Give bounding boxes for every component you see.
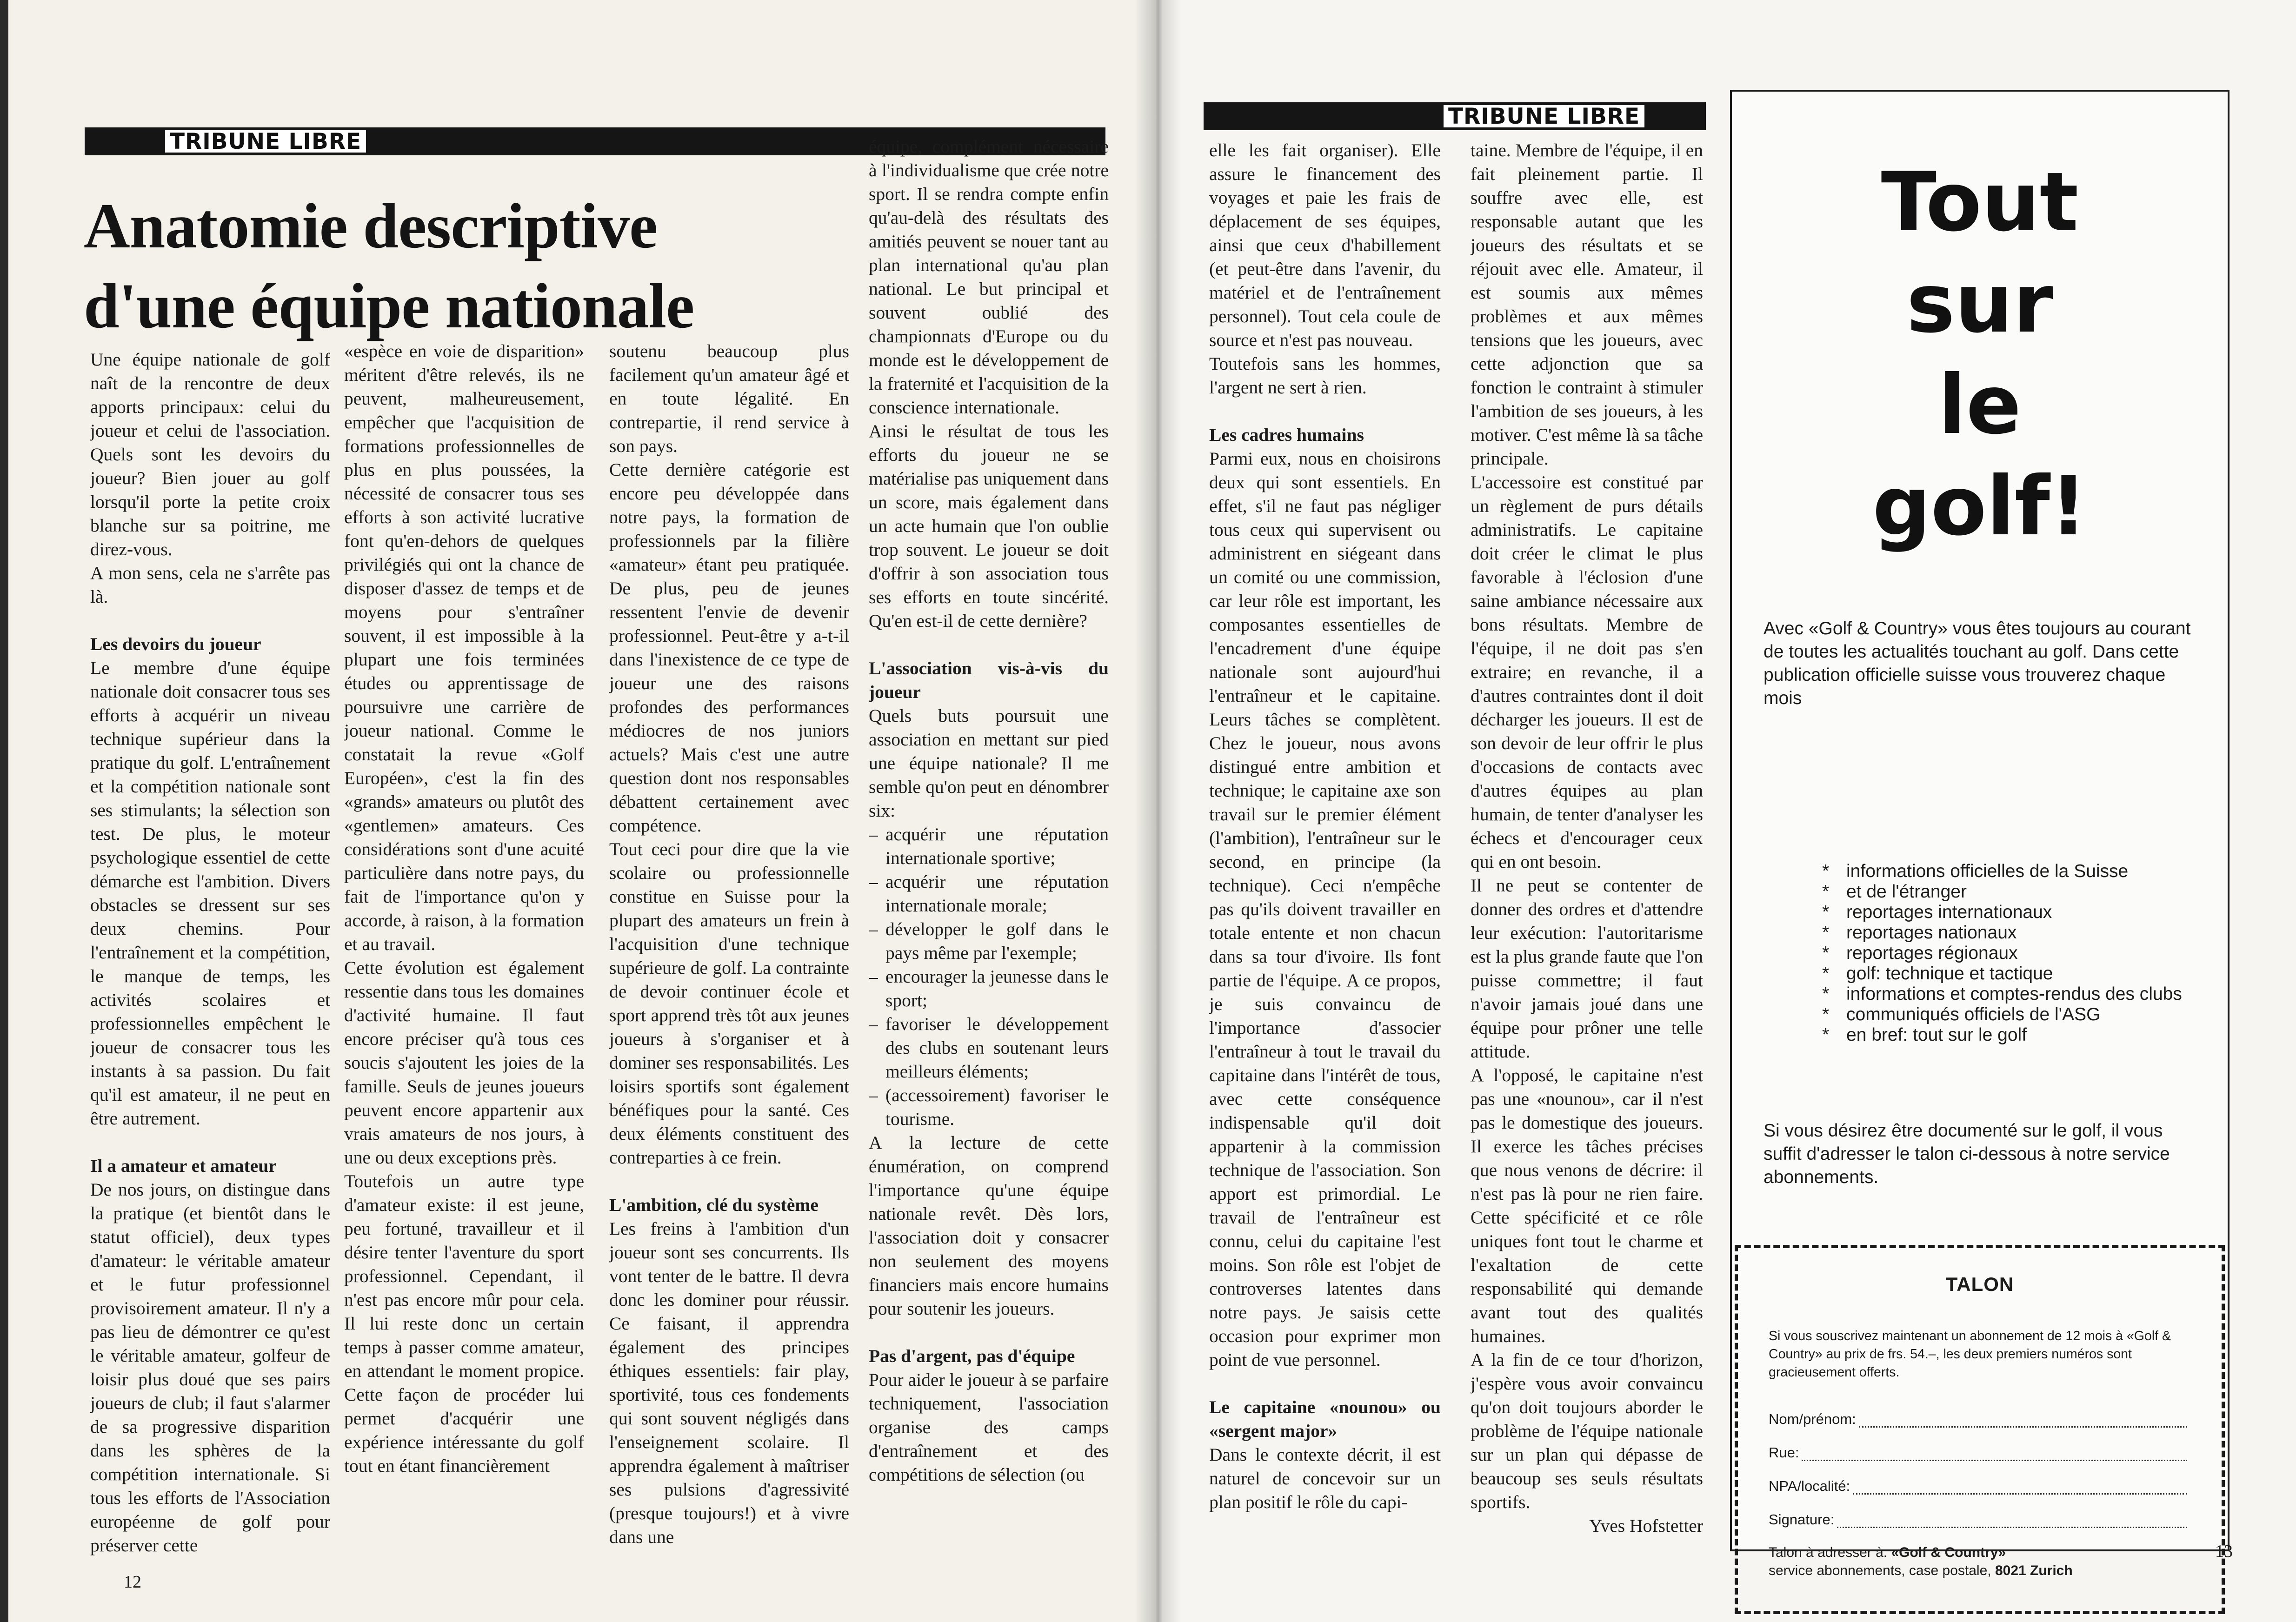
section-subheading: Pas d'argent, pas d'équipe [869, 1346, 1075, 1366]
ad-list-item-text: communiqués officiels de l'ASG [1846, 1004, 2101, 1024]
paragraph: soutenu beaucoup plus facilement qu'un amateur âgé et en toute légalité. En contrepartie, il rend service à son pays. [609, 341, 849, 456]
ad-feature-list [1822, 861, 2194, 1045]
author-signature: Yves Hofstetter [1589, 1516, 1703, 1536]
objectives-list [869, 823, 1109, 1131]
section-banner [1204, 102, 1706, 130]
ad-list-item [1822, 1025, 2194, 1045]
headline-line-1: Anatomie descriptive [84, 190, 658, 261]
ad-closing-text: Si vous désirez être documenté sur le golf, il vous suffit d'adresser le talon ci-dessous à notre service abonnements. [1764, 1121, 2170, 1187]
ad-headline-line: sur [1906, 257, 2053, 351]
coupon-title: TALON [1945, 1273, 2014, 1295]
paragraph: taine. Membre de l'équipe, il en fait pleinement partie. Il souffre avec elle, est responsable autant que les joueurs des résultats et se réjouit avec elle. Amateur, il est soumis aux mêmes problèmes et aux mêmes tensions que les joueurs, avec cette adjonction que sa fonction le contraint à stimuler l'ambition de ses joueurs, à les motiver. C'est même là sa tâche principale. [1471, 140, 1703, 469]
paragraph: A l'opposé, le capitaine n'est pas une «nounou», car il n'est pas le domestique des joueurs. Il exerce les tâches précises que nous venons de décrire: il n'est pas là pour ne rien faire. Cette spécificité et ce rôle uniques font tout le charme et l'exaltation de cette responsabilité qui demande avant tout des qualités humaines. [1471, 1065, 1703, 1346]
asterisk-bullet: * [1822, 1004, 1830, 1024]
paragraph: Une équipe nationale de golf naît de la rencontre de deux apports principaux: celui du joueur et celui de l'association. Quels sont les devoirs du joueur? Bien jouer au golf lorsqu'il porte la petite croix blanche sur sa poitrine, me direz-vous. [90, 349, 330, 559]
ad-list-item-text: informations et comptes-rendus des clubs [1846, 984, 2182, 1004]
locality-field-line[interactable] [1853, 1480, 2187, 1495]
section-label: TRIBUNE LIBRE [1440, 105, 1648, 127]
ad-list-item-text: informations officielles de la Suisse [1846, 861, 2129, 881]
paragraph: Dans le contexte décrit, il est naturel de concevoir sur un plan positif le rôle du capi- [1209, 1444, 1441, 1512]
address-magazine: «Golf & Country» [1891, 1545, 2006, 1560]
ad-list-item-text: reportages nationaux [1846, 923, 2017, 943]
name-field[interactable] [1769, 1411, 2187, 1428]
asterisk-bullet: * [1822, 964, 1830, 984]
article-column-5 [1209, 139, 1441, 1548]
street-field-label: Rue: [1769, 1444, 1799, 1461]
article-column-4 [869, 135, 1109, 1558]
paragraph: Les freins à l'ambition d'un joueur sont ses concurrents. Ils vont tenter de le battre. Il devra donc les dominer pour réussir. Ce faisant, il apprendra également des principes éthiques essentiels: fair play, sportivité, tous ces fondements qui sont souvent négligés dans l'enseignement scolaire. Il apprendra également à maîtriser ses pulsions d'agressivité (presque toujours!) et à vivre dans une [609, 1218, 849, 1547]
ad-headline-line: Tout [1881, 155, 2079, 250]
list-item: – acquérir une réputation internationale sportive; [885, 823, 1109, 870]
list-item: – acquérir une réputation internationale morale; [885, 870, 1109, 917]
ad-list-item-text: en bref: tout sur le golf [1846, 1025, 2027, 1045]
name-field-line[interactable] [1859, 1413, 2187, 1428]
ad-list-item-text: reportages régionaux [1846, 943, 2018, 963]
list-item: – encourager la jeunesse dans le sport; [885, 965, 1109, 1012]
asterisk-bullet: * [1822, 984, 1830, 1004]
ad-headline [1732, 152, 2228, 558]
address-city: 8021 Zurich [1995, 1563, 2073, 1578]
paragraph: elle les fait organiser). Elle assure le financement des voyages et paie les frais de déplacement de ses équipes, ainsi que ceux d'habillement (et peut-être dans l'avenir, du matériel et de l'entraînement personnel). Tout cela coule de source et n'est pas nouveau. [1209, 140, 1441, 350]
coupon-text: Si vous souscrivez maintenant un abonnement de 12 mois à «Golf & Country» au prix de frs. 54.–, les deux premiers numéros sont gracieusement offerts. [1769, 1329, 2171, 1380]
ad-list-item [1822, 902, 2194, 923]
asterisk-bullet: * [1822, 861, 1830, 881]
headline-line-2: d'une équipe nationale [84, 270, 694, 341]
ad-list-item-text: reportages internationaux [1846, 902, 2052, 922]
paragraph: Quels buts poursuit une association en mettant sur pied une équipe nationale? Il me semble qu'on peut en dénombrer six: [869, 705, 1109, 821]
asterisk-bullet: * [1822, 943, 1830, 963]
paragraph: «espèce en voie de disparition» méritent d'être relevés, ils ne peuvent, malheureusement, empêcher que l'acquisition de formations professionnelles de plus en plus poussées, la nécessité de consacrer tous ses efforts à son activité lucrative font qu'en-dehors de quelques privilégiés qui ont la chance de disposer d'assez de temps et de moyens pour s'entraîner souvent, il est impossible à la plupart une fois terminées études ou apprentissage de poursuivre une carrière de joueur national. Comme le constatait la revue «Golf Européen», c'est la fin des «grands» amateurs ou plutôt des «gentlemen» amateurs. Ces considérations sont d'une acuité particulière dans notre pays, du fait de l'importance qu'on y accorde, à raison, à la formation et au travail. [344, 341, 584, 954]
paragraph: équipe, complément nécessaire à l'individualisme que crée notre sport. Il se rendra compte enfin qu'au-delà des résultats des amitiés peuvent se nouer tant au plan international qu'au plan national. Le but principal et souvent oublié des championnats d'Europe ou du monde est le développement de la fraternité et l'acquisition de la conscience internationale. [869, 136, 1109, 418]
paragraph: Toutefois sans les hommes, l'argent ne sert à rien. [1209, 353, 1441, 398]
list-item: – favoriser le développement des clubs en soutenant leurs meilleurs éléments; [885, 1012, 1109, 1084]
ad-list-item [1822, 861, 2194, 882]
page-number: 13 [2215, 1542, 2233, 1561]
asterisk-bullet: * [1822, 882, 1830, 902]
paragraph: De nos jours, on distingue dans la pratique (et bientôt dans le statut officiel), deux types d'amateur: le véritable amateur et le futur professionnel provisoirement amateur. Il n'y a pas lieu de démontrer ce qu'est le véritable amateur, golfeur de loisir plus doué que ses pairs joueurs de club; il faut s'alarmer de sa progressive disparition dans les sphères de la compétition internationale. Si tous les efforts de l'Association européenne de golf pour préserver cette [90, 1179, 330, 1556]
article-column-2 [344, 339, 584, 1553]
asterisk-bullet: * [1822, 902, 1830, 922]
street-field-line[interactable] [1802, 1447, 2187, 1461]
ad-list-item [1822, 923, 2194, 943]
section-subheading: L'ambition, clé du système [609, 1195, 819, 1215]
paragraph: Tout ceci pour dire que la vie scolaire ou professionnelle constitue en Suisse pour la plupart des amateurs un frein à l'acquisition d'une technique supérieure de golf. La contrainte de devoir continuer école et sport apprend très tôt aux jeunes joueurs à s'organiser et à dominer ses responsabilités. Les loisirs sportifs sont également bénéfiques pour la santé. Ces deux éléments constituent des contreparties à ce frein. [609, 839, 849, 1168]
section-subheading: Il a amateur et amateur [90, 1156, 277, 1176]
article-headline [84, 186, 772, 346]
address-prefix: Talon à adresser à: [1769, 1545, 1891, 1560]
paragraph: Cette évolution est également ressentie dans tous les domaines d'activité humaine. Il faut encore préciser qu'à tous ces soucis s'ajoutent les joies de la famille. Seuls de jeunes joueurs peuvent encore appartenir aux vrais amateurs de nos jours, à une ou deux exceptions près. [344, 957, 584, 1168]
paragraph: Ainsi le résultat de tous les efforts du joueur ne se matérialise pas uniquement dans un score, mais également dans un acte humain que l'on oublie trop souvent. Le joueur se doit d'offrir à son association tous ses efforts en toute sincérité. Qu'en est-il de cette dernière? [869, 421, 1109, 631]
paragraph: A la fin de ce tour d'horizon, j'espère vous avoir convaincu qu'on doit toujours aborder le problème de l'équipe nationale sur un plan qui dépasse de beaucoup ses seuls résultats sportifs. [1471, 1349, 1703, 1512]
asterisk-bullet: * [1822, 1025, 1830, 1045]
list-item: – (accessoirement) favoriser le tourisme. [885, 1084, 1109, 1131]
paragraph: Toutefois un autre type d'amateur existe: il est jeune, peu fortuné, travailleur et il désire tenter l'aventure du sport professionnel. Cependant, il n'est pas encore mûr pour cela. Il lui reste donc un certain temps à passer comme amateur, en attendant le moment propice. Cette façon de procéder lui permet d'acquérir une expérience intéressante du golf tout en étant financièrement [344, 1171, 584, 1476]
ad-list-item [1822, 984, 2194, 1004]
ad-list-item-text: golf: technique et tactique [1846, 964, 2053, 984]
asterisk-bullet: * [1822, 923, 1830, 943]
article-column-3 [609, 339, 849, 1553]
paragraph: L'accessoire est constitué par un règlement de purs détails administratifs. Le capitaine doit créer le climat le plus favorable à l'éclosion d'une saine ambiance nécessaire aux bons résultats. Membre de l'équipe, il ne doit pas s'en extraire; en revanche, il a d'autres contraintes dont il doit décharger les joueurs. Il est de son devoir de leur offrir le plus d'occasions de contacts avec d'autres équipes au plan humain, de tenter d'analyser les échecs et d'encourager ceux qui en ont besoin. [1471, 472, 1703, 872]
article-column-1 [90, 348, 330, 1566]
page-number: 12 [124, 1572, 141, 1592]
signature-field[interactable] [1769, 1511, 2187, 1528]
paragraph: Le membre d'une équipe nationale doit consacrer tous ses efforts à acquérir un niveau technique supérieur dans la pratique du golf. L'entraînement et la compétition nationale sont ses stimulants; la sélection son test. De plus, le moteur psychologique essentiel de cette démarche est l'ambition. Divers obstacles se dressent sur ses deux chemins. Pour l'entraînement et la compétition, le manque de temps, les activités scolaires et professionnelles empêchent le joueur de consacrer tous les instants à sa passion. Du fait qu'il est amateur, il ne peut en être autrement. [90, 658, 330, 1129]
right-page [1157, 0, 2296, 1622]
paragraph: Il ne peut se contenter de donner des ordres et d'attendre leur exécution: l'autoritarisme est la plus grande faute que l'on puisse commettre; il faut n'avoir jamais joué dans une équipe pour prôner une telle attitude. [1471, 875, 1703, 1062]
ad-list-item [1822, 943, 2194, 964]
ad-headline-line: golf! [1872, 459, 2087, 554]
name-field-label: Nom/prénom: [1769, 1411, 1856, 1427]
ad-headline-line: le [1938, 358, 2022, 452]
paragraph: Pour aider le joueur à se parfaire techniquement, l'association organise des camps d'entraînement et des compétitions de sélection (ou [869, 1369, 1109, 1485]
coupon-address [1769, 1543, 2196, 1580]
locality-field[interactable] [1769, 1478, 2187, 1495]
section-subheading: L'association vis-à-vis du joueur [869, 658, 1109, 702]
signature-field-line[interactable] [1837, 1514, 2187, 1528]
paragraph: A la lecture de cette énumération, on comprend l'importance qu'une équipe nationale revêt. Dès lors, l'association doit y consacrer non seulement des moyens financiers mais encore humains pour soutenir les joueurs. [869, 1132, 1109, 1319]
locality-field-label: NPA/localité: [1769, 1478, 1850, 1494]
subscription-coupon [1735, 1245, 2225, 1614]
article-column-6 [1471, 139, 1703, 1548]
ad-list-item [1822, 1004, 2194, 1025]
paragraph: Cette dernière catégorie est encore peu développée dans notre pays, la formation de professionnels par la filière «amateur» étant peu pratiquée. De plus, peu de jeunes ressentent l'envie de devenir professionnel. Peut-être y a-t-il dans l'inexistence de ce type de joueur une des raisons profondes des performances médiocres de nos juniors actuels? Mais c'est une autre question dont nos responsables débattent certainement avec compétence. [609, 459, 849, 836]
paragraph: Parmi eux, nous en choisirons deux qui sont essentiels. En effet, s'il ne faut pas négliger tous ceux qui supervisent ou administrent en siégeant dans un comité ou une commission, car leur rôle est important, les composantes essentielles de l'encadrement d'une équipe nationale sont aujourd'hui l'entraîneur et le capitaine. Leurs tâches se complètent. Chez le joueur, nous avons distingué entre ambition et technique; le capitaine axe son travail sur le premier élément (l'ambition), l'entraîneur sur le second, en principe (la technique). Ceci n'empêche pas qu'ils doivent travailler en totale entente et non chacun dans sa tour d'ivoire. Ils font partie de l'équipe. A ce propos, je suis convaincu de l'importance d'associer l'entraîneur à tout le travail du capitaine dans l'intérêt de tous, avec cette conséquence indispensable qu'il doit appartenir à la commission technique de l'association. Son apport est primordial. Le travail de l'entraîneur est connu, celui du capitaine l'est moins. Son rôle est l'objet de controverses latentes dans notre pays. Je saisis cette occasion pour exprimer mon point de vue personnel. [1209, 448, 1441, 1370]
list-item: – développer le golf dans le pays même par l'exemple; [885, 917, 1109, 965]
address-service: service abonnements, case postale, [1769, 1563, 1995, 1578]
street-field[interactable] [1769, 1444, 2187, 1461]
ad-intro-text: Avec «Golf & Country» vous êtes toujours au courant de toutes les actualités touchant au golf. Dans cette publication officielle suisse vous trouverez chaque mois [1764, 618, 2191, 708]
paragraph: A mon sens, cela ne s'arrête pas là. [90, 563, 330, 607]
ad-list-item [1822, 964, 2194, 984]
ad-list-item-text: et de l'étranger [1846, 882, 1967, 902]
section-subheading: Les devoirs du joueur [90, 634, 261, 654]
signature-field-label: Signature: [1769, 1511, 1835, 1528]
ad-list-item [1822, 882, 2194, 902]
section-subheading: Les cadres humains [1209, 425, 1364, 445]
section-subheading: Le capitaine «nounou» ou «sergent major» [1209, 1397, 1441, 1441]
section-label: TRIBUNE LIBRE [161, 130, 370, 153]
book-gutter [1135, 0, 1181, 1622]
left-page [8, 0, 1157, 1622]
